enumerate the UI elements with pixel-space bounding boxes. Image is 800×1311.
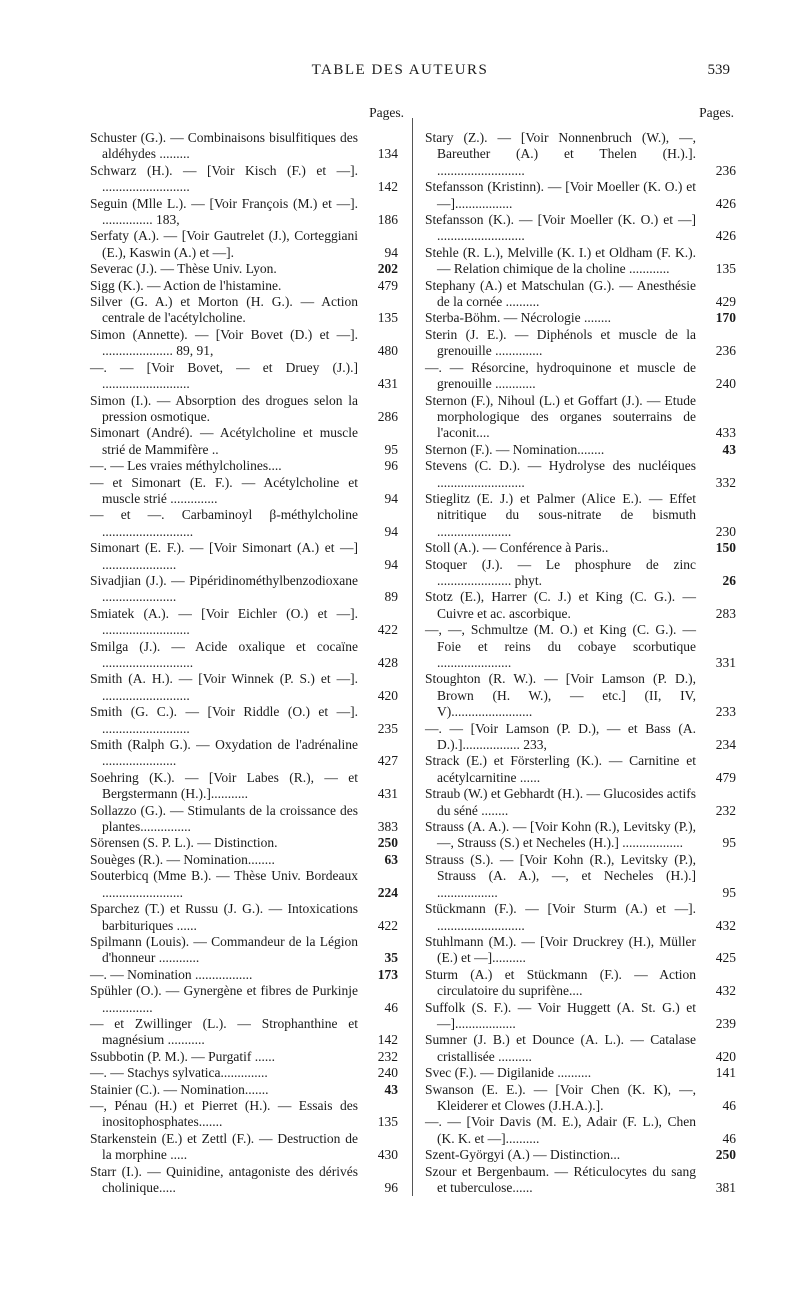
entry-text: Svec (F.). — Digilanide .......... [425,1065,592,1081]
index-entry [425,1164,736,1197]
entry-text: —. — [Voir Davis (M. E.), Adair (F. L.), Chen (K. K. et —].......... [425,1114,696,1146]
entry-page-number: 230 [715,523,736,539]
entry-text: Sörensen (S. P. L.). — Distinction. [90,835,278,851]
index-entry [90,196,398,229]
entry-text: Stieglitz (E. J.) et Palmer (Alice E.). — Effet nitritique du sous-nitrate de bismuth ...................... [425,490,696,539]
index-entry [90,901,398,934]
entry-page-number: 170 [715,310,736,326]
entry-page-number: 428 [377,655,398,670]
entry-text: Simonart (André). — Acétylcholine et muscle strié de Mammifère .. [90,425,358,457]
index-entry [425,753,736,786]
entry-text: —. — Les vraies méthylcholines.... [90,458,282,474]
entry-text: Smith (A. H.). — [Voir Winnek (P. S.) et —]. .......................... [90,671,358,703]
entry-page-number: 233 [715,704,736,720]
entry-page-number: 479 [715,769,736,785]
pages-column-label: Pages. [699,105,734,120]
entry-text: Sumner (J. B.) et Dounce (A. L.). — Catalase cristallisée .......... [425,1032,696,1064]
entry-page-number: 134 [377,146,398,162]
index-entry [90,606,398,639]
index-entry [425,967,736,1000]
index-entry [425,179,736,212]
index-entry [90,278,398,294]
entry-text: Ssubbotin (P. M.). — Purgatif ...... [90,1048,276,1064]
index-entry [90,1049,398,1065]
page-number: 539 [707,62,730,78]
entry-text: Straub (W.) et Gebhardt (H.). — Glucosides actifs du séné ........ [425,786,696,818]
index-entry [90,540,398,573]
index-entry [90,458,398,474]
entry-text: Sterin (J. E.). — Diphénols et muscle de la grenouille .............. [425,326,696,359]
entry-text: —. — [Voir Bovet, — et Druey (J.).] .......................... [90,359,358,392]
entry-text: Stainier (C.). — Nomination....... [90,1081,269,1097]
entry-text: Stevens (C. D.). — Hydrolyse des nucléiques .......................... [425,458,696,490]
entry-page-number: 427 [377,753,398,769]
entry-text: Schwarz (H.). — [Voir Kisch (F.) et —]. .......................... [90,162,358,195]
entry-text: Stehle (R. L.), Melville (K. I.) et Oldham (F. K.). — Relation chimique de la choline ............ [425,244,696,277]
entry-page-number: 43 [384,1081,398,1097]
entry-page-number: 232 [377,1048,398,1064]
index-entry [425,1114,736,1147]
entry-page-number: 232 [715,802,736,818]
entry-page-number: 135 [377,1114,398,1130]
entry-page-number: 431 [377,376,398,392]
entry-page-number: 135 [715,261,736,277]
entry-page-number: 186 [377,212,398,228]
entry-page-number: 420 [715,1048,736,1064]
entry-text: Silver (G. A.) et Morton (H. G.). — Action centrale de l'acétylcholine. [90,294,358,326]
index-entry [90,1065,398,1081]
index-entry [90,983,398,1016]
entry-text: Schuster (G.). — Combinaisons bisulfitiques des aldéhydes ......... [90,130,358,162]
entry-text: Szour et Bergenbaum. — Réticulocytes du sang et tuberculose...... [425,1163,696,1195]
entry-text: —, Pénau (H.) et Pierret (H.). — Essais des inositophosphates....... [90,1097,358,1130]
entry-text: —. — Nomination ................. [90,966,253,982]
index-entry [90,360,398,393]
entry-page-number: 63 [384,851,398,867]
entry-text: Stephany (A.) et Matschulan (G.). — Anesthésie de la cornée .......... [425,277,696,310]
index-entry [425,622,736,671]
entry-text: Suffolk (S. F.). — Voir Huggett (A. St. G.) et —].................. [425,999,696,1031]
index-entry [425,721,736,754]
index-entry [90,639,398,672]
entry-text: — et Simonart (E. F.). — Acétylcholine et muscle strié .............. [90,474,358,506]
entry-text: Smith (Ralph G.). — Oxydation de l'adrénaline ...................... [90,737,358,769]
entry-page-number: 235 [377,720,398,736]
entry-page-number: 95 [384,441,398,457]
entry-text: Starr (I.). — Quinidine, antagoniste des dérivés cholinique..... [90,1163,358,1195]
index-entry [90,868,398,901]
index-entry [90,393,398,426]
entry-page-number: 46 [722,1097,736,1113]
entry-page-number: 429 [715,294,736,310]
entry-text: Soehring (K.). — [Voir Labes (R.), — et Bergstermann (H.).]........... [90,769,358,802]
entry-page-number: 283 [715,605,736,621]
entry-text: Stefansson (Kristinn). — [Voir Moeller (K. O.) et —]................. [425,179,696,211]
entry-page-number: 480 [377,343,398,359]
entry-text: —, —, Schmultze (M. O.) et King (C. G.). — Foie et reins du cobaye scorbutique ...................... [425,622,696,670]
entry-text: Stoughton (R. W.). — [Voir Lamson (P. D.), Brown (H. W.), — etc.] (II, IV, V)........................ [425,671,696,720]
entry-text: Sternon (F.), Nihoul (L.) et Goffart (J.). — Etude morphologique des organes souterrains de l'aconit.... [425,392,696,441]
entry-page-number: 432 [715,917,736,933]
entry-page-number: 95 [722,884,736,900]
index-entry [425,491,736,540]
entry-page-number: 95 [722,835,736,851]
index-entry [90,835,398,851]
entry-page-number: 425 [715,950,736,966]
entry-page-number: 286 [377,408,398,424]
entry-page-number: 142 [377,1032,398,1048]
entry-page-number: 96 [384,458,398,474]
entry-page-number: 383 [377,819,398,835]
entry-text: Stoquer (J.). — Le phosphure de zinc ...................... phyt. [425,556,696,588]
entry-page-number: 94 [384,490,398,506]
entry-text: —. — Stachys sylvatica.............. [90,1065,268,1081]
entry-text: Stefansson (K.). — [Voir Moeller (K. O.) et —] .......................... [425,212,696,244]
entry-page-number: 135 [377,310,398,326]
index-entry [425,1065,736,1081]
entry-page-number: 142 [377,179,398,195]
entry-text: Stoll (A.). — Conférence à Paris.. [425,540,609,556]
entry-text: Seguin (Mlle L.). — [Voir François (M.) et —]. ............... 183, [90,195,358,228]
index-entry [90,737,398,770]
index-entry [425,310,736,326]
entry-text: Souterbicq (Mme B.). — Thèse Univ. Bordeaux ........................ [90,868,358,900]
index-entry [90,1016,398,1049]
entry-text: Stotz (E.), Harrer (C. J.) et King (C. G.). — Cuivre et ac. ascorbique. [425,589,696,621]
entry-page-number: 433 [715,425,736,441]
entry-page-number: 35 [384,950,398,966]
column-divider [412,118,413,1196]
entry-page-number: 43 [722,441,736,457]
entry-text: Smilga (J.). — Acide oxalique et cocaïne ........................... [90,638,358,670]
entry-page-number: 422 [377,917,398,933]
entry-page-number: 141 [715,1065,736,1081]
right-column [425,104,736,1196]
index-entry [425,934,736,967]
index-entry [425,786,736,819]
index-entry [90,967,398,983]
index-entry [90,507,398,540]
index-entry [90,934,398,967]
entry-text: Stückmann (F.). — [Voir Sturm (A.) et —]. .......................... [425,901,696,933]
entry-page-number: 240 [377,1065,398,1081]
entry-page-number: 381 [715,1180,736,1195]
page-header [0,62,800,86]
entry-text: Simonart (E. F.). — [Voir Simonart (A.) et —] ...................... [90,540,358,572]
index-entry [425,540,736,556]
index-entry [90,803,398,836]
entry-text: Smith (G. C.). — [Voir Riddle (O.) et —]. .......................... [90,704,358,736]
index-entry [425,671,736,720]
entry-page-number: 236 [715,343,736,359]
entry-page-number: 94 [384,556,398,572]
entry-page-number: 431 [377,786,398,802]
entry-page-number: 46 [722,1130,736,1146]
entry-text: Smiatek (A.). — [Voir Eichler (O.) et —]. .......................... [90,605,358,638]
entry-page-number: 331 [715,655,736,670]
entry-text: Sternon (F.). — Nomination........ [425,441,605,457]
entry-text: Sivadjian (J.). — Pipéridinométhylbenzodioxane ...................... [90,572,358,605]
index-entry [90,228,398,261]
entry-page-number: 250 [377,835,398,851]
entry-page-number: 420 [377,687,398,703]
entry-page-number: 94 [384,244,398,260]
entry-page-number: 240 [715,376,736,392]
index-entry [425,819,736,852]
index-entry [425,458,736,491]
entry-page-number: 26 [722,572,736,588]
entry-page-number: 173 [377,966,398,982]
entry-page-number: 234 [715,737,736,753]
index-entry [425,442,736,458]
index-entry [90,852,398,868]
entry-text: Strauss (A. A.). — [Voir Kohn (R.), Levitsky (P.), —, Strauss (S.) et Necheles (H.).] .................. [425,819,696,851]
entry-text: —. — [Voir Lamson (P. D.), — et Bass (A. D.).]................. 233, [425,720,696,753]
index-entry [90,130,398,163]
index-entry [90,770,398,803]
entry-text: Szent-Györgyi (A.) — Distinction... [425,1147,621,1163]
index-entry [425,1000,736,1033]
entry-text: Simon (Annette). — [Voir Bovet (D.) et —]. ..................... 89, 91, [90,326,358,359]
entry-text: Sterba-Böhm. — Nécrologie ........ [425,310,611,326]
entry-text: Stuhlmann (M.). — [Voir Druckrey (H.), Müller (E.) et —].......... [425,933,696,966]
entry-page-number: 202 [377,261,398,277]
entry-page-number: 89 [384,589,398,605]
index-entry [90,327,398,360]
entry-page-number: 46 [384,999,398,1015]
entry-text: Sparchez (T.) et Russu (J. G.). — Intoxications barbituriques ...... [90,901,358,933]
index-entry [90,704,398,737]
pages-column-label: Pages. [369,105,404,120]
entry-text: Sturm (A.) et Stückmann (F.). — Action circulatoire du suprifène.... [425,966,696,999]
entry-page-number: 150 [715,540,736,556]
index-entry [90,1082,398,1098]
index-entry [90,425,398,458]
index-entry [425,1032,736,1065]
entry-page-number: 94 [384,523,398,539]
index-entry [425,212,736,245]
entry-page-number: 430 [377,1147,398,1163]
entry-text: Stary (Z.). — [Voir Nonnenbruch (W.), —, Bareuther (A.) et Thelen (H.).]. .......................... [425,130,696,178]
index-entry [90,573,398,606]
entry-text: — et Zwillinger (L.). — Strophanthine et magnésium ........... [90,1015,358,1048]
page-title: TABLE DES AUTEURS [311,62,489,78]
entry-page-number: 332 [715,474,736,490]
entry-page-number: 422 [377,622,398,638]
index-entry [425,327,736,360]
entry-text: — et —. Carbaminoyl β-méthylcholine ........................... [90,507,358,539]
entry-page-number: 239 [715,1015,736,1031]
entry-page-number: 432 [715,983,736,999]
left-column [90,104,404,1196]
index-entry [425,1082,736,1115]
entry-page-number: 479 [377,277,398,293]
index-entry [425,557,736,590]
entry-text: Starkenstein (E.) et Zettl (F.). — Destruction de la morphine ..... [90,1130,358,1163]
index-entry [425,245,736,278]
entry-text: Swanson (E. E.). — [Voir Chen (K. K), —, Kleiderer et Clowes (J.H.A.).]. [425,1081,696,1113]
index-entry [90,1131,398,1164]
entry-text: Spilmann (Louis). — Commandeur de la Légion d'honneur ............ [90,933,358,966]
index-entry [425,1147,736,1163]
entry-text: Strack (E.) et Försterling (K.). — Carnitine et acétylcarnitine ...... [425,753,696,785]
index-entry [90,1164,398,1197]
index-entry [425,393,736,442]
entry-text: Strauss (S.). — [Voir Kohn (R.), Levitsky (P.), Strauss (A. A.), —, et Necheles (H.).] .................. [425,851,696,900]
index-entry [425,589,736,622]
index-entry [90,294,398,327]
entry-page-number: 426 [715,228,736,244]
index-entry [90,475,398,508]
entry-text: Sigg (K.). — Action de l'histamine. [90,277,282,293]
entry-text: Serfaty (A.). — [Voir Gautrelet (J.), Corteggiani (E.), Kaswin (A.) et —]. [90,228,358,260]
index-entry [425,360,736,393]
entry-text: Souèges (R.). — Nomination........ [90,851,275,867]
index-entry [425,852,736,901]
entry-page-number: 96 [384,1180,398,1195]
index-entry [90,261,398,277]
entry-text: Severac (J.). — Thèse Univ. Lyon. [90,261,277,277]
entry-text: —. — Résorcine, hydroquinone et muscle de grenouille ............ [425,359,696,392]
entry-text: Spühler (O.). — Gynergène et fibres de Purkinje ............... [90,983,358,1015]
index-entry [425,130,736,179]
entry-page-number: 250 [715,1147,736,1163]
entry-text: Simon (I.). — Absorption des drogues selon la pression osmotique. [90,392,358,424]
entry-page-number: 224 [377,884,398,900]
index-entry [90,1098,398,1131]
entry-page-number: 426 [715,195,736,211]
index-entry [90,671,398,704]
entry-page-number: 236 [715,162,736,178]
index-entry [425,901,736,934]
index-entry [90,163,398,196]
index-entry [425,278,736,311]
entry-text: Sollazzo (G.). — Stimulants de la croissance des plantes............... [90,802,358,835]
